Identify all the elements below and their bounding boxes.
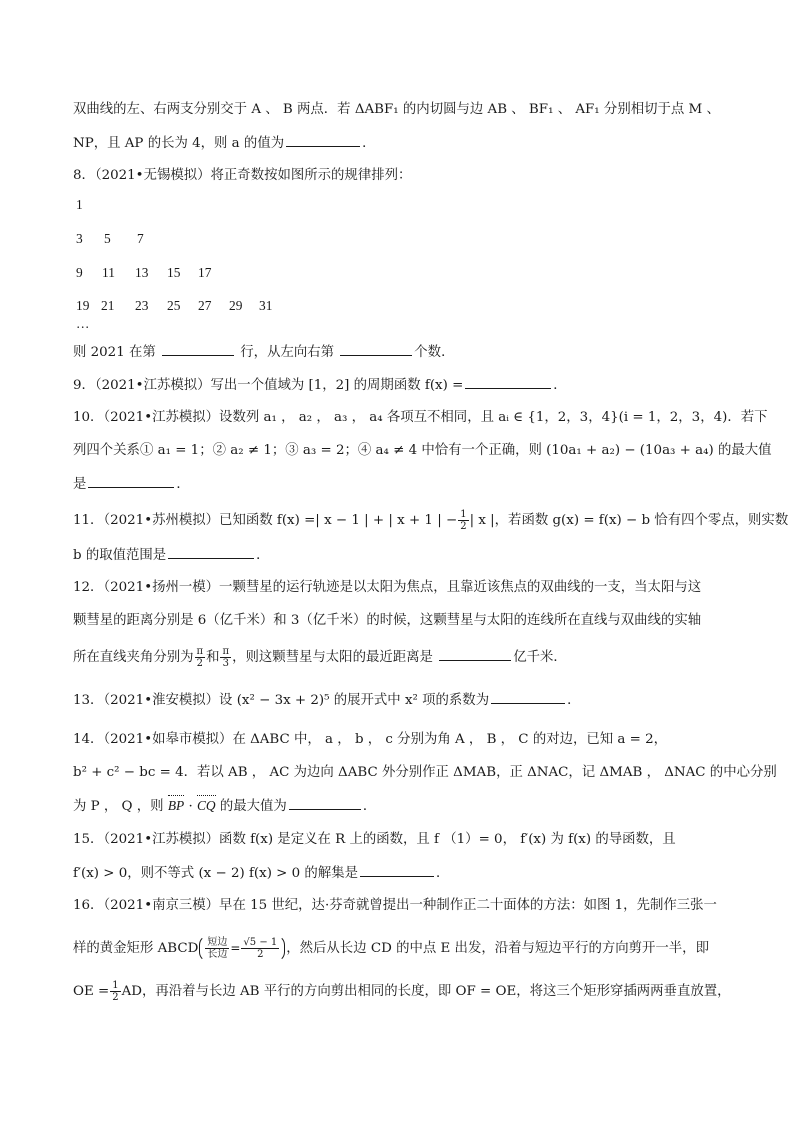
period: ．: [176, 477, 190, 492]
q8-text: 个数．: [414, 345, 455, 360]
answer-blank[interactable]: [168, 545, 254, 559]
answer-blank[interactable]: [491, 690, 565, 704]
period: ．: [553, 378, 567, 393]
q7-continuation-line-1: 双曲线的左、右两支分别交于 A 、 B 两点．若 ΔABF₁ 的内切圆与边 AB 、 BF₁ 、 AF₁ 分别相切于点 M 、: [73, 102, 720, 117]
question-14-line-1: 14．（2021•如皋市模拟）在 ΔABC 中， a ， b ， c 分别为角 A ， B ， C 的对边，已知 a = 2，: [73, 732, 668, 747]
dot-operator: ·: [184, 799, 197, 814]
answer-blank[interactable]: [340, 342, 412, 356]
numerator: 短边: [207, 937, 228, 948]
q16-text: OE =: [73, 984, 110, 999]
answer-blank[interactable]: [439, 647, 511, 661]
q16-text: 样的黄金矩形 ABCD: [73, 941, 199, 956]
q16-text: ，然后从长边 CD 的中点 E 出发，沿着与短边平行的方向剪开一半，即: [286, 941, 709, 956]
equals-sign: =: [230, 941, 241, 955]
question-13: [73, 690, 723, 711]
answer-blank[interactable]: [286, 133, 360, 147]
q15-text: f′(x) > 0，则不等式 (x − 2) f(x) > 0 的解集是: [73, 866, 358, 881]
triangle-number: 21: [101, 298, 115, 313]
denominator: 2: [460, 521, 467, 532]
triangle-number: 29: [229, 298, 243, 313]
vector-cq: CQ: [197, 796, 216, 816]
numerator: π: [222, 646, 230, 657]
answer-blank[interactable]: [465, 375, 551, 389]
q12-text: ，则这颗彗星与太阳的最近距离是: [232, 650, 433, 665]
q13-text: 13．（2021•淮安模拟）设 (x² − 3x + 2)⁵ 的展开式中 x² 项的系数为: [73, 693, 490, 708]
triangle-number: 7: [137, 231, 144, 246]
q12-text: 亿千米．: [513, 650, 567, 665]
denominator: 2: [112, 992, 119, 1003]
q9-text: 9．（2021•江苏模拟）写出一个值域为 [1，2] 的周期函数 f(x) =: [73, 378, 464, 393]
period: ．: [362, 136, 376, 151]
triangle-number: 23: [135, 298, 149, 313]
triangle-number: 17: [198, 265, 212, 280]
period: ．: [362, 799, 377, 814]
numerator: π: [196, 646, 204, 657]
triangle-number: 19: [76, 298, 90, 313]
fraction-one-half: [110, 980, 120, 1003]
q7-text: NP，且 AP 的长为 4，则 a 的值为: [73, 136, 285, 151]
triangle-number: 3: [76, 231, 83, 246]
denominator: 长边: [207, 949, 228, 960]
triangle-number: 5: [104, 231, 111, 246]
q14-text: 为 P ， Q ，则: [73, 799, 164, 814]
question-15-line-1: 15．（2021•江苏模拟）函数 f(x) 是定义在 R 上的函数，且 f （1）= 0， f′(x) 为 f(x) 的导函数，且: [73, 832, 676, 847]
q11-text: 11．（2021•苏州模拟）已知函数 f(x) =| x − 1 | + | x + 1 | −: [73, 513, 458, 528]
triangle-number: 1: [76, 197, 83, 212]
numerator: 1: [460, 509, 467, 520]
q8-text: 则 2021 在第: [73, 345, 156, 360]
q16-text: AD，再沿着与长边 AB 平行的方向剪出相同的长度，即 OF = OE，将这三个矩形穿插两两垂直放置，: [121, 984, 731, 999]
golden-ratio-fraction: [241, 937, 279, 960]
denominator: 2: [257, 949, 264, 960]
period: ．: [436, 866, 450, 881]
period: ．: [256, 548, 270, 563]
fraction-pi-over-3: [220, 646, 231, 669]
golden-ratio-expression: [199, 935, 285, 962]
question-11-line-2: [73, 545, 723, 566]
answer-blank[interactable]: [162, 342, 234, 356]
question-10-line-3: [73, 474, 723, 495]
question-16-line-2: [73, 935, 723, 962]
question-11-line-1: [73, 509, 789, 532]
q10-text: 是: [73, 477, 87, 492]
answer-blank[interactable]: [360, 863, 434, 877]
question-16-line-1: 16．（2021•南京三模）早在 15 世纪，达·芬奇就曾提出一种制作正二十面体的方法：如图 1，先制作三张一: [73, 898, 717, 913]
denominator: 2: [196, 658, 203, 669]
numerator: √5 − 1: [243, 937, 278, 948]
q12-text: 和: [206, 650, 220, 665]
question-12-line-2: 颗彗星的距离分别是 6（亿千米）和 3（亿千米）的时候，这颗彗星与太阳的连线所在直线与双曲线的实轴: [73, 613, 702, 628]
q7-continuation-line-2: [73, 133, 723, 154]
question-8-answer-line: [73, 342, 723, 363]
triangle-number: 31: [259, 298, 273, 313]
triangle-number: 13: [135, 265, 149, 280]
question-9: [73, 375, 723, 396]
triangle-ellipsis: …: [76, 316, 90, 331]
triangle-number: 25: [167, 298, 181, 313]
denominator: 3: [222, 658, 229, 669]
q8-text: 行，从左向右第: [240, 345, 335, 360]
vector-bp: BP: [168, 796, 184, 816]
question-14-line-3: [73, 796, 723, 817]
question-15-line-2: [73, 863, 723, 884]
q14-text: 的最大值为: [219, 799, 287, 814]
fraction-pi-over-2: [195, 646, 206, 669]
triangle-number: 11: [102, 265, 115, 280]
q11-text: b 的取值范围是: [73, 548, 167, 563]
question-14-line-2: b² + c² − bc = 4．若以 AB ， AC 为边向 ΔABC 外分别作正 ΔMAB，正 ΔNAC，记 ΔMAB ， ΔNAC 的中心分别: [73, 765, 777, 780]
question-10-line-2: 列四个关系① a₁ = 1；② a₂ ≠ 1；③ a₃ = 2；④ a₄ ≠ 4 中恰有一个正确，则 (10a₁ + a₂) − (10a₃ + a₄) 的最大值: [73, 443, 772, 458]
q12-text: 所在直线夹角分别为: [73, 650, 194, 665]
period: ．: [567, 693, 581, 708]
short-over-long: [205, 937, 229, 960]
question-12-line-3: [73, 646, 723, 669]
question-16-line-3: [73, 980, 731, 1003]
question-8-stem: 8．（2021•无锡模拟）将正奇数按如图所示的规律排列：: [73, 168, 412, 183]
answer-blank[interactable]: [289, 796, 361, 810]
triangle-number: 27: [198, 298, 212, 313]
q11-text: | x |，若函数 g(x) = f(x) − b 恰有四个零点，则实数: [469, 513, 789, 528]
triangle-number: 9: [76, 265, 83, 280]
question-12-line-1: 12．（2021•扬州一模）一颗彗星的运行轨迹是以太阳为焦点，且靠近该焦点的双曲线的一支，当太阳与这: [73, 580, 702, 595]
question-10-line-1: 10．（2021•江苏模拟）设数列 a₁ ， a₂ ， a₃ ， a₄ 各项互不相同，且 aᵢ ∈ {1，2，3，4}(i = 1，2，3，4)．若下: [73, 410, 768, 425]
numerator: 1: [112, 980, 119, 991]
triangle-number: 15: [167, 265, 181, 280]
fraction-one-half: [458, 509, 468, 532]
answer-blank[interactable]: [88, 474, 174, 488]
